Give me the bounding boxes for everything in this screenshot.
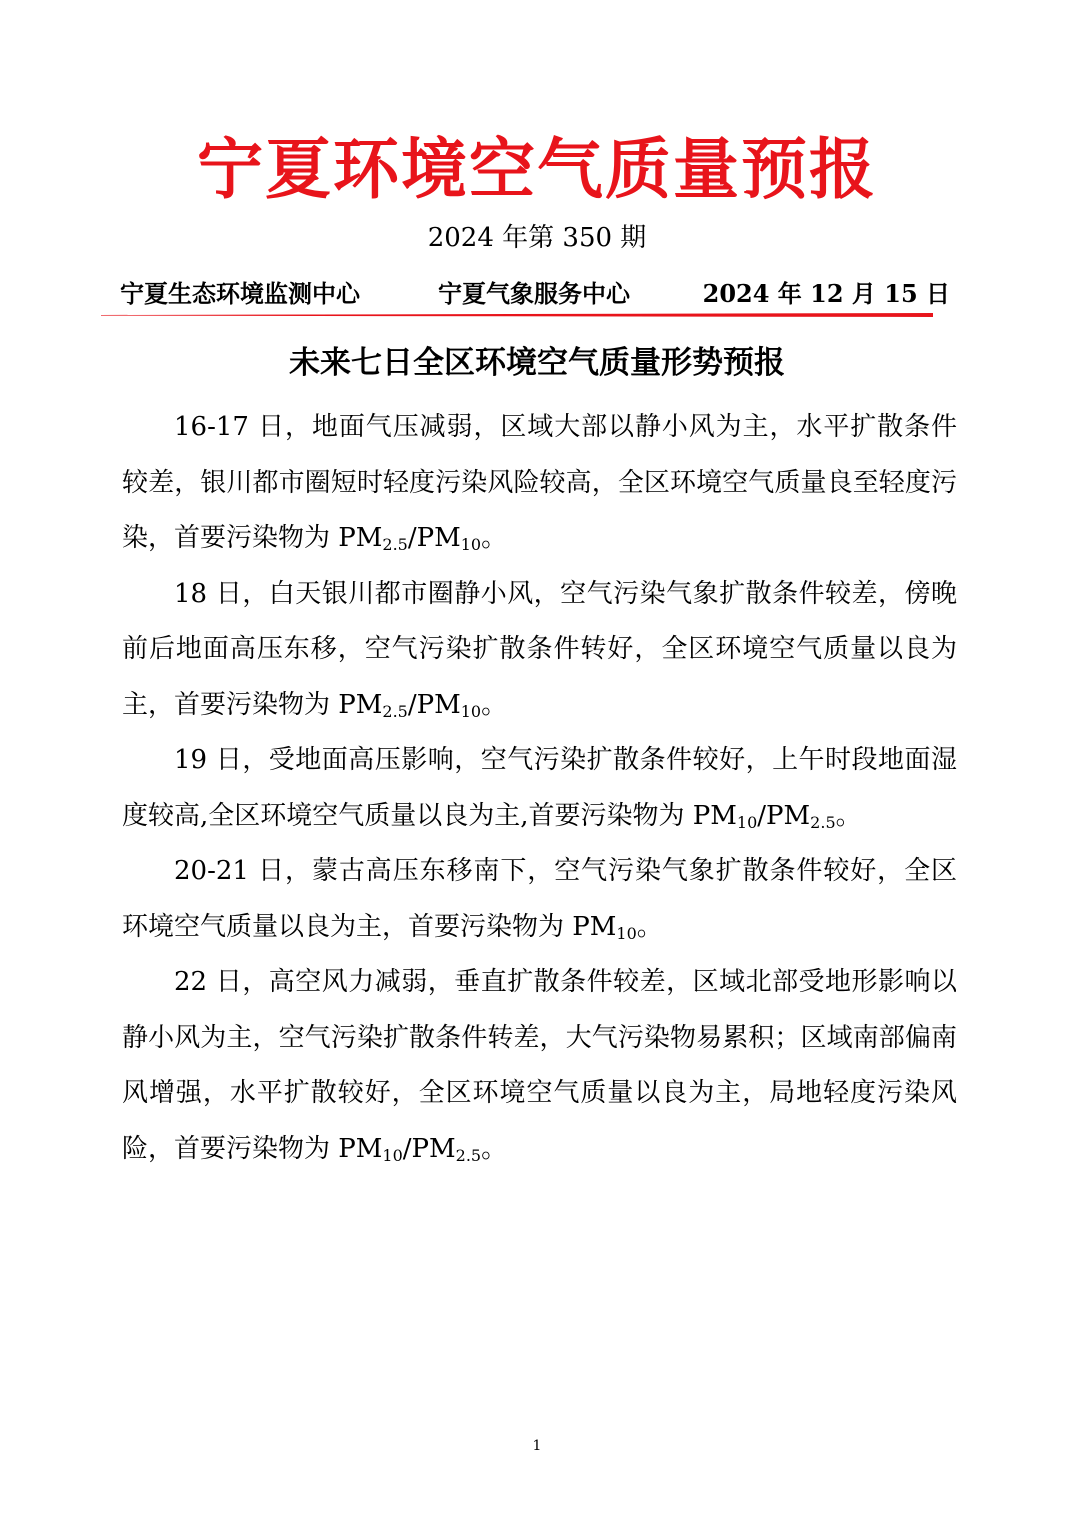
issue-date: 2024 年 12 月 15 日 — [702, 279, 950, 308]
forecast-paragraph: 18 日，白天银川都市圈静小风，空气污染气象扩散条件较差，傍晚前后地面高压东移，空气污染扩散条件转好，全区环境空气质量以良为主，首要污染物为 $PM_{2.5}/PM_{10}$。 — [122, 578, 957, 721]
issuer-met-center: 宁夏气象服务中心 — [438, 279, 630, 308]
issue-number: 2024 年第 350 期 — [427, 223, 647, 253]
forecast-paragraph: 16-17 日，地面气压减弱，区域大部以静小风为主，水平扩散条件较差，银川都市圈短时轻度污染风险较高，全区环境空气质量良至轻度污染，首要污染物为 $PM_{2.5}/PM_{10}$。 — [122, 412, 957, 554]
red-divider-line — [101, 313, 933, 317]
forecast-paragraph: 19 日，受地面高压影响，空气污染扩散条件较好，上午时段地面湿度较高,全区环境空气质量以良为主,首要污染物为 $PM_{10}/PM_{2.5}$。 — [122, 745, 957, 832]
masthead-title: 宁夏环境空气质量预报 — [197, 130, 877, 208]
issuer-row — [120, 276, 950, 312]
forecast-body — [122, 400, 957, 1177]
issuer-env-center: 宁夏生态环境监测中心 — [120, 279, 360, 308]
page-number: 1 — [532, 1438, 542, 1454]
forecast-paragraph: 20-21 日，蒙古高压东移南下，空气污染气象扩散条件较好，全区环境空气质量以良为主，首要污染物为 $PM_{10}$。 — [122, 856, 957, 943]
forecast-heading: 未来七日全区环境空气质量形势预报 — [289, 345, 785, 381]
forecast-paragraph: 22 日，高空风力减弱，垂直扩散条件较差，区域北部受地形影响以静小风为主，空气污染扩散条件转差，大气污染物易累积；区域南部偏南风增强，水平扩散较好，全区环境空气质量以良为主，局地轻度污染风险，首要污染物为 $PM_{10}/PM_{2.5}$。 — [122, 967, 957, 1165]
